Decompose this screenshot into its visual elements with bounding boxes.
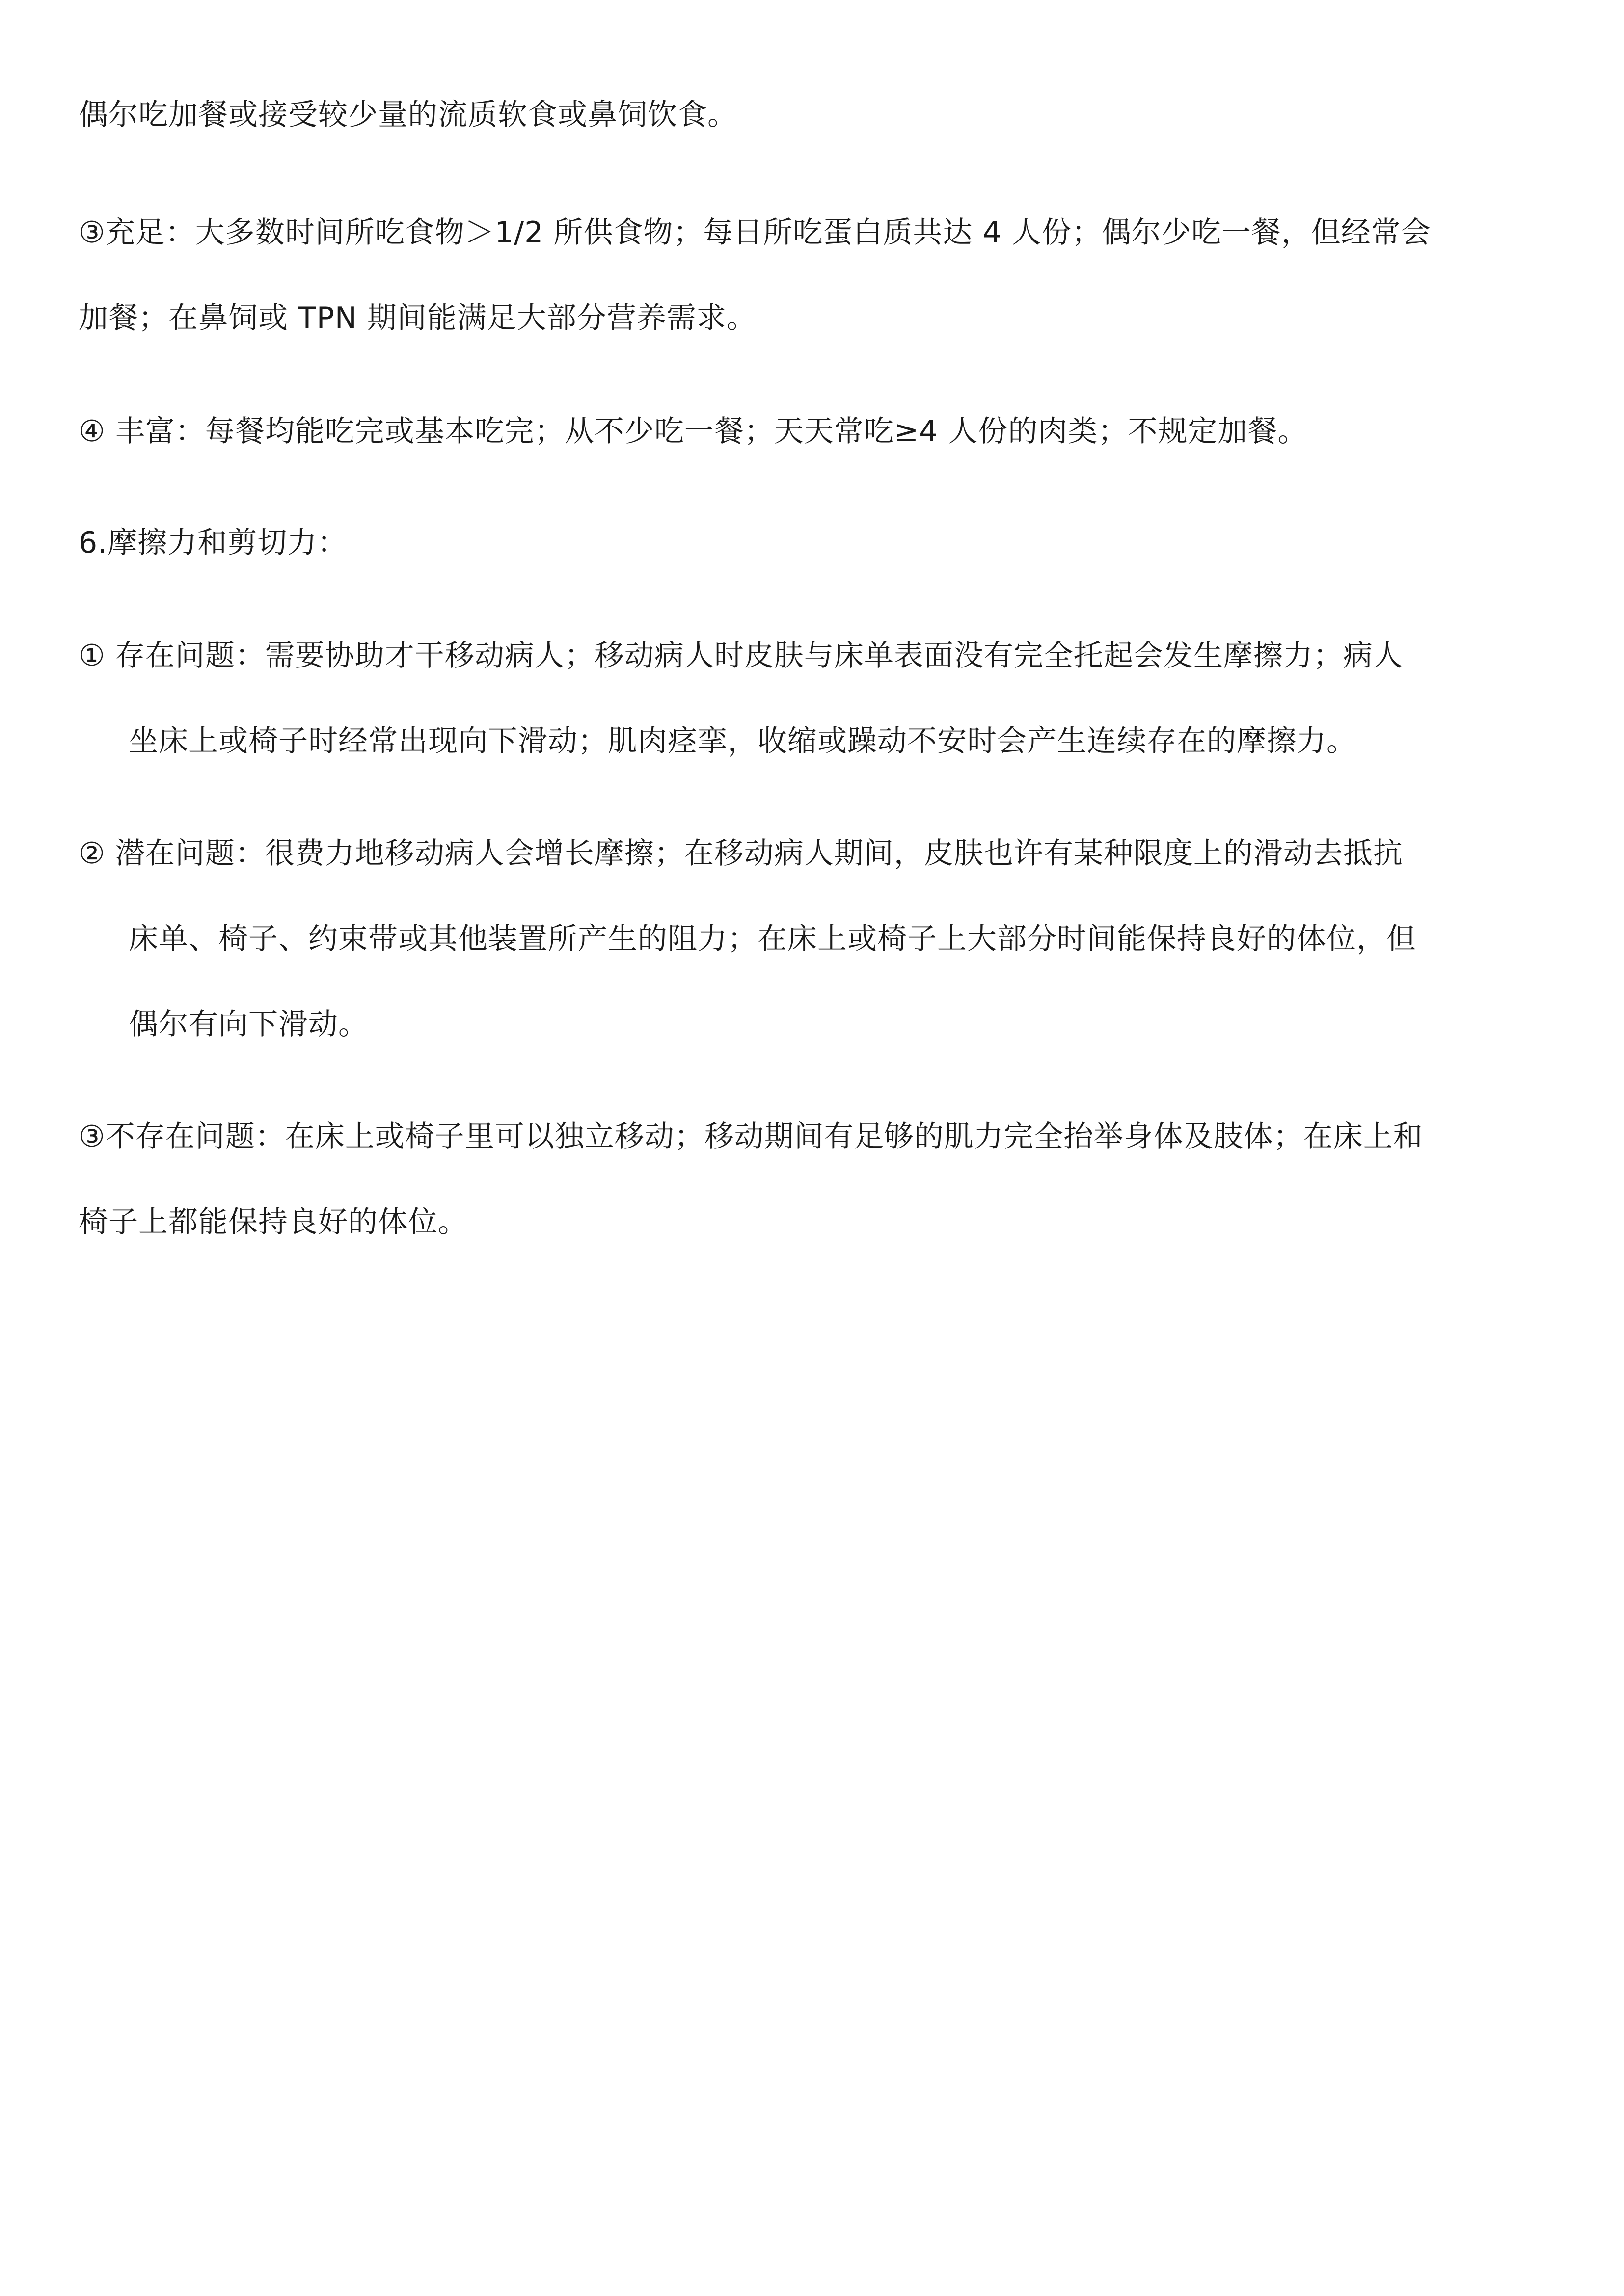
section-heading: 6.摩擦力和剪切力： — [79, 526, 348, 560]
text-line: 加餐；在鼻饲或 TPN 期间能满足大部分营养需求。 — [79, 301, 757, 335]
text-line: 床单、椅子、约束带或其他装置所产生的阻力；在床上或椅子上大部分时间能保持良好的体位，但 — [129, 922, 1416, 956]
text-line: ③不存在问题：在床上或椅子里可以独立移动；移动期间有足够的肌力完全抬举身体及肢体；在床上和 — [79, 1120, 1423, 1154]
text-line: 偶尔有向下滑动。 — [129, 1007, 368, 1041]
text-line: 坐床上或椅子时经常出现向下滑动；肌肉痉挛，收缩或躁动不安时会产生连续存在的摩擦力。 — [129, 724, 1356, 758]
text-line: ② 潜在问题：很费力地移动病人会增长摩擦；在移动病人期间，皮肤也许有某种限度上的滑动去抵抗 — [79, 836, 1403, 871]
text-line: 椅子上都能保持良好的体位。 — [79, 1205, 468, 1239]
text-line: ④ 丰富：每餐均能吃完或基本吃完；从不少吃一餐；天天常吃≥4 人份的肉类；不规定加餐。 — [79, 414, 1308, 449]
text-line: 偶尔吃加餐或接受较少量的流质软食或鼻饲饮食。 — [79, 98, 737, 132]
text-line: ③充足：大多数时间所吃食物＞1/2 所供食物；每日所吃蛋白质共达 4 人份；偶尔少吃一餐，但经常会 — [79, 215, 1431, 250]
text-line: ① 存在问题：需要协助才干移动病人；移动病人时皮肤与床单表面没有完全托起会发生摩擦力；病人 — [79, 639, 1403, 673]
